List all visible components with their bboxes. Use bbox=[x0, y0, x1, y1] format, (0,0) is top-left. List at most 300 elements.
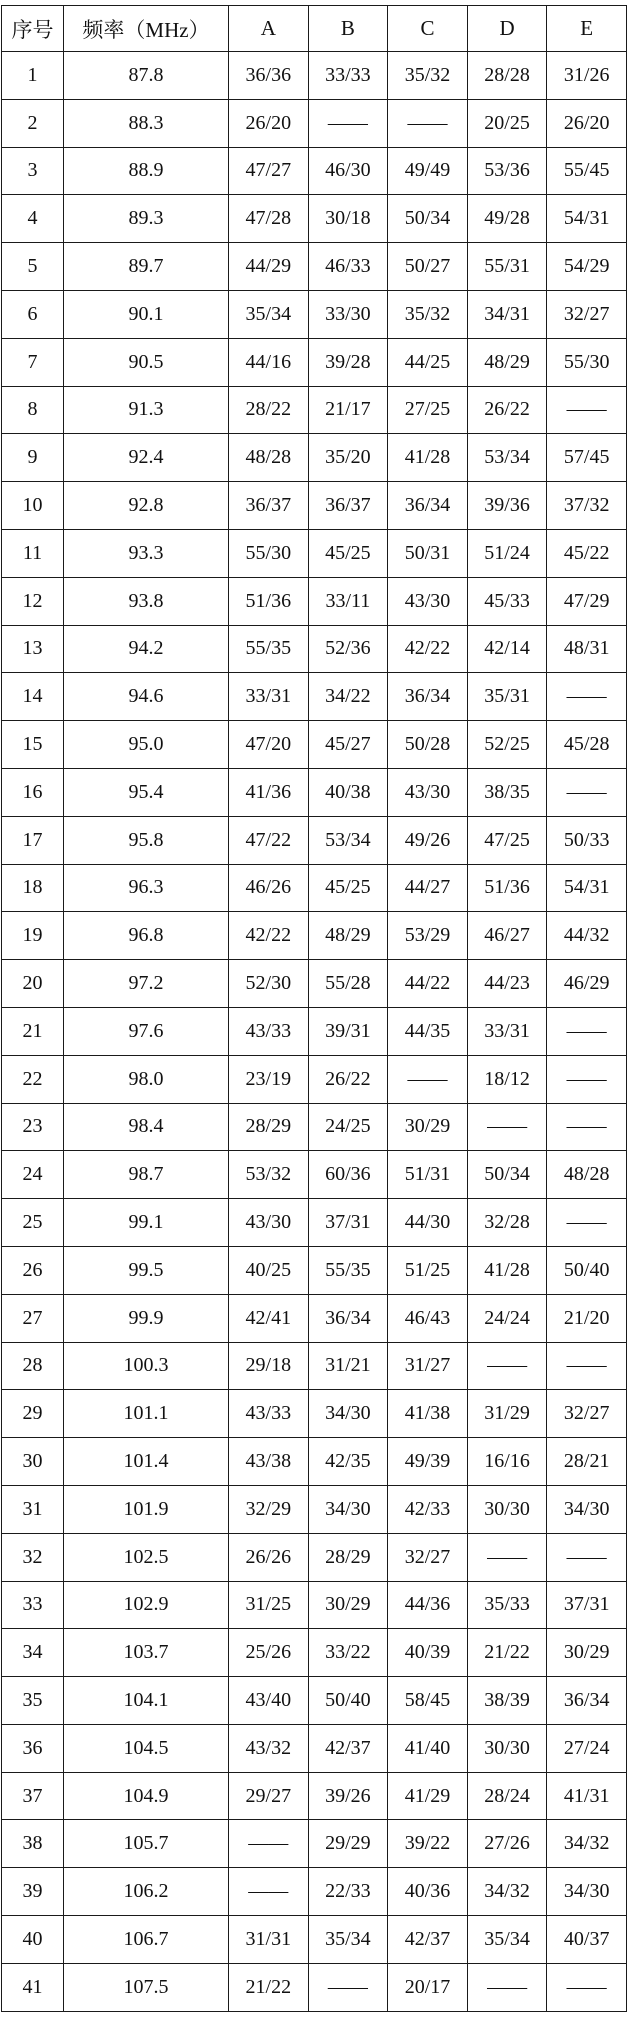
cell-site-e: 55/45 bbox=[547, 147, 627, 195]
header-serial-number: 序号 bbox=[2, 6, 64, 52]
cell-site-d: 28/28 bbox=[467, 52, 547, 100]
cell-serial-number: 29 bbox=[2, 1390, 64, 1438]
header-site-b: B bbox=[308, 6, 388, 52]
cell-serial-number: 33 bbox=[2, 1581, 64, 1629]
cell-site-c: 42/22 bbox=[388, 625, 468, 673]
cell-site-e: 31/26 bbox=[547, 52, 627, 100]
cell-site-d: 30/30 bbox=[467, 1485, 547, 1533]
cell-frequency: 96.3 bbox=[64, 864, 229, 912]
cell-site-c: 43/30 bbox=[388, 768, 468, 816]
cell-site-d: 45/33 bbox=[467, 577, 547, 625]
cell-site-b: 45/27 bbox=[308, 721, 388, 769]
cell-site-e: —— bbox=[547, 1103, 627, 1151]
cell-site-a: 26/20 bbox=[229, 99, 309, 147]
cell-serial-number: 38 bbox=[2, 1820, 64, 1868]
cell-serial-number: 16 bbox=[2, 768, 64, 816]
cell-site-e: 50/40 bbox=[547, 1246, 627, 1294]
cell-site-c: 51/31 bbox=[388, 1151, 468, 1199]
cell-site-b: 50/40 bbox=[308, 1677, 388, 1725]
cell-serial-number: 23 bbox=[2, 1103, 64, 1151]
cell-frequency: 101.4 bbox=[64, 1438, 229, 1486]
cell-site-b: 45/25 bbox=[308, 529, 388, 577]
table-row bbox=[2, 1724, 627, 1772]
cell-site-d: 31/29 bbox=[467, 1390, 547, 1438]
cell-serial-number: 6 bbox=[2, 290, 64, 338]
cell-frequency: 95.8 bbox=[64, 816, 229, 864]
table-row bbox=[2, 1820, 627, 1868]
cell-serial-number: 4 bbox=[2, 195, 64, 243]
cell-site-e: 54/29 bbox=[547, 243, 627, 291]
cell-site-a: 55/35 bbox=[229, 625, 309, 673]
cell-site-b: 55/28 bbox=[308, 960, 388, 1008]
cell-serial-number: 24 bbox=[2, 1151, 64, 1199]
cell-site-a: 43/40 bbox=[229, 1677, 309, 1725]
cell-site-a: 21/22 bbox=[229, 1963, 309, 2011]
cell-site-e: 55/30 bbox=[547, 338, 627, 386]
cell-site-d: 35/31 bbox=[467, 673, 547, 721]
cell-frequency: 99.5 bbox=[64, 1246, 229, 1294]
table-row bbox=[2, 1342, 627, 1390]
table-row bbox=[2, 195, 627, 243]
cell-site-b: 30/29 bbox=[308, 1581, 388, 1629]
cell-serial-number: 25 bbox=[2, 1199, 64, 1247]
cell-site-a: 47/20 bbox=[229, 721, 309, 769]
cell-site-e: —— bbox=[547, 768, 627, 816]
cell-site-e: 32/27 bbox=[547, 290, 627, 338]
cell-site-a: 43/30 bbox=[229, 1199, 309, 1247]
cell-site-e: 57/45 bbox=[547, 434, 627, 482]
cell-site-a: 42/41 bbox=[229, 1294, 309, 1342]
cell-site-b: 33/22 bbox=[308, 1629, 388, 1677]
cell-serial-number: 28 bbox=[2, 1342, 64, 1390]
cell-serial-number: 3 bbox=[2, 147, 64, 195]
table-row bbox=[2, 1772, 627, 1820]
cell-site-d: 35/34 bbox=[467, 1916, 547, 1964]
cell-site-b: 46/30 bbox=[308, 147, 388, 195]
table-row bbox=[2, 768, 627, 816]
cell-site-c: 31/27 bbox=[388, 1342, 468, 1390]
cell-site-b: 40/38 bbox=[308, 768, 388, 816]
cell-site-e: 50/33 bbox=[547, 816, 627, 864]
cell-frequency: 90.1 bbox=[64, 290, 229, 338]
cell-site-a: 35/34 bbox=[229, 290, 309, 338]
cell-site-a: 44/16 bbox=[229, 338, 309, 386]
cell-serial-number: 26 bbox=[2, 1246, 64, 1294]
cell-site-b: 22/33 bbox=[308, 1868, 388, 1916]
cell-site-e: 34/32 bbox=[547, 1820, 627, 1868]
table-row bbox=[2, 529, 627, 577]
cell-site-b: —— bbox=[308, 1963, 388, 2011]
cell-serial-number: 32 bbox=[2, 1533, 64, 1581]
cell-site-c: 53/29 bbox=[388, 912, 468, 960]
cell-frequency: 90.5 bbox=[64, 338, 229, 386]
cell-site-d: —— bbox=[467, 1103, 547, 1151]
cell-site-d: —— bbox=[467, 1533, 547, 1581]
cell-site-c: 36/34 bbox=[388, 482, 468, 530]
cell-serial-number: 12 bbox=[2, 577, 64, 625]
cell-site-e: —— bbox=[547, 1199, 627, 1247]
table-row bbox=[2, 1151, 627, 1199]
cell-serial-number: 21 bbox=[2, 1007, 64, 1055]
cell-site-d: 53/36 bbox=[467, 147, 547, 195]
cell-site-e: 36/34 bbox=[547, 1677, 627, 1725]
table-row bbox=[2, 673, 627, 721]
cell-frequency: 92.4 bbox=[64, 434, 229, 482]
cell-serial-number: 22 bbox=[2, 1055, 64, 1103]
table-row bbox=[2, 1438, 627, 1486]
cell-site-b: 24/25 bbox=[308, 1103, 388, 1151]
cell-site-a: 47/28 bbox=[229, 195, 309, 243]
table-row bbox=[2, 1390, 627, 1438]
cell-frequency: 98.7 bbox=[64, 1151, 229, 1199]
cell-serial-number: 2 bbox=[2, 99, 64, 147]
table-row bbox=[2, 1868, 627, 1916]
cell-site-b: 30/18 bbox=[308, 195, 388, 243]
cell-site-a: 28/29 bbox=[229, 1103, 309, 1151]
cell-site-e: 26/20 bbox=[547, 99, 627, 147]
cell-site-c: 41/29 bbox=[388, 1772, 468, 1820]
cell-site-b: 34/30 bbox=[308, 1390, 388, 1438]
cell-site-e: 41/31 bbox=[547, 1772, 627, 1820]
cell-frequency: 92.8 bbox=[64, 482, 229, 530]
cell-site-a: —— bbox=[229, 1820, 309, 1868]
cell-site-d: 49/28 bbox=[467, 195, 547, 243]
header-site-c: C bbox=[388, 6, 468, 52]
cell-site-b: 33/30 bbox=[308, 290, 388, 338]
cell-site-c: 36/34 bbox=[388, 673, 468, 721]
cell-site-b: 35/34 bbox=[308, 1916, 388, 1964]
table-row bbox=[2, 99, 627, 147]
cell-site-c: 40/39 bbox=[388, 1629, 468, 1677]
table-row bbox=[2, 1963, 627, 2011]
cell-site-c: 32/27 bbox=[388, 1533, 468, 1581]
cell-site-a: 31/31 bbox=[229, 1916, 309, 1964]
table-row bbox=[2, 1007, 627, 1055]
cell-frequency: 103.7 bbox=[64, 1629, 229, 1677]
cell-site-c: 50/27 bbox=[388, 243, 468, 291]
cell-site-d: 32/28 bbox=[467, 1199, 547, 1247]
cell-site-a: 28/22 bbox=[229, 386, 309, 434]
cell-site-a: 47/22 bbox=[229, 816, 309, 864]
cell-serial-number: 41 bbox=[2, 1963, 64, 2011]
cell-site-e: —— bbox=[547, 1533, 627, 1581]
cell-site-d: 44/23 bbox=[467, 960, 547, 1008]
cell-site-d: 20/25 bbox=[467, 99, 547, 147]
cell-frequency: 91.3 bbox=[64, 386, 229, 434]
cell-site-b: 42/35 bbox=[308, 1438, 388, 1486]
cell-site-d: 30/30 bbox=[467, 1724, 547, 1772]
cell-site-c: 41/28 bbox=[388, 434, 468, 482]
cell-site-d: 51/24 bbox=[467, 529, 547, 577]
table-row bbox=[2, 721, 627, 769]
cell-site-a: 33/31 bbox=[229, 673, 309, 721]
table-row bbox=[2, 1916, 627, 1964]
table-row bbox=[2, 434, 627, 482]
table-row bbox=[2, 625, 627, 673]
cell-site-c: 39/22 bbox=[388, 1820, 468, 1868]
cell-frequency: 101.1 bbox=[64, 1390, 229, 1438]
cell-site-a: 29/27 bbox=[229, 1772, 309, 1820]
cell-frequency: 102.9 bbox=[64, 1581, 229, 1629]
cell-site-b: 53/34 bbox=[308, 816, 388, 864]
cell-site-c: 44/30 bbox=[388, 1199, 468, 1247]
cell-frequency: 98.0 bbox=[64, 1055, 229, 1103]
table-row bbox=[2, 912, 627, 960]
cell-site-b: 37/31 bbox=[308, 1199, 388, 1247]
cell-site-a: 40/25 bbox=[229, 1246, 309, 1294]
cell-site-c: 44/22 bbox=[388, 960, 468, 1008]
header-row bbox=[2, 6, 627, 52]
cell-site-a: 36/36 bbox=[229, 52, 309, 100]
table-body bbox=[2, 52, 627, 2012]
cell-site-a: 51/36 bbox=[229, 577, 309, 625]
cell-site-d: 28/24 bbox=[467, 1772, 547, 1820]
cell-site-c: 49/39 bbox=[388, 1438, 468, 1486]
cell-site-a: 41/36 bbox=[229, 768, 309, 816]
table-row bbox=[2, 1103, 627, 1151]
header-site-e: E bbox=[547, 6, 627, 52]
cell-site-e: 47/29 bbox=[547, 577, 627, 625]
cell-frequency: 99.1 bbox=[64, 1199, 229, 1247]
cell-site-a: 43/32 bbox=[229, 1724, 309, 1772]
cell-site-d: 42/14 bbox=[467, 625, 547, 673]
cell-site-c: 50/31 bbox=[388, 529, 468, 577]
cell-site-a: 29/18 bbox=[229, 1342, 309, 1390]
table-row bbox=[2, 1581, 627, 1629]
cell-site-e: 45/28 bbox=[547, 721, 627, 769]
cell-frequency: 105.7 bbox=[64, 1820, 229, 1868]
table-row bbox=[2, 816, 627, 864]
header-frequency: 频率（MHz） bbox=[64, 6, 229, 52]
cell-site-d: —— bbox=[467, 1342, 547, 1390]
cell-site-a: 52/30 bbox=[229, 960, 309, 1008]
cell-serial-number: 36 bbox=[2, 1724, 64, 1772]
cell-site-e: 27/24 bbox=[547, 1724, 627, 1772]
cell-site-d: 16/16 bbox=[467, 1438, 547, 1486]
cell-site-b: —— bbox=[308, 99, 388, 147]
table-row bbox=[2, 1629, 627, 1677]
cell-site-c: 51/25 bbox=[388, 1246, 468, 1294]
cell-site-b: 36/37 bbox=[308, 482, 388, 530]
cell-site-a: 36/37 bbox=[229, 482, 309, 530]
cell-site-b: 36/34 bbox=[308, 1294, 388, 1342]
cell-serial-number: 1 bbox=[2, 52, 64, 100]
cell-site-e: 54/31 bbox=[547, 864, 627, 912]
cell-site-a: 25/26 bbox=[229, 1629, 309, 1677]
cell-site-b: 33/11 bbox=[308, 577, 388, 625]
cell-serial-number: 17 bbox=[2, 816, 64, 864]
cell-site-d: 26/22 bbox=[467, 386, 547, 434]
cell-site-a: 26/26 bbox=[229, 1533, 309, 1581]
cell-site-c: 30/29 bbox=[388, 1103, 468, 1151]
table-row bbox=[2, 386, 627, 434]
cell-site-b: 55/35 bbox=[308, 1246, 388, 1294]
table-row bbox=[2, 1246, 627, 1294]
cell-site-e: 45/22 bbox=[547, 529, 627, 577]
cell-serial-number: 8 bbox=[2, 386, 64, 434]
cell-site-c: 20/17 bbox=[388, 1963, 468, 2011]
cell-site-d: 34/31 bbox=[467, 290, 547, 338]
cell-site-d: 35/33 bbox=[467, 1581, 547, 1629]
cell-site-c: 49/49 bbox=[388, 147, 468, 195]
cell-site-c: 40/36 bbox=[388, 1868, 468, 1916]
table-row bbox=[2, 1294, 627, 1342]
cell-site-d: 18/12 bbox=[467, 1055, 547, 1103]
cell-site-b: 46/33 bbox=[308, 243, 388, 291]
cell-site-d: 33/31 bbox=[467, 1007, 547, 1055]
cell-site-d: 38/39 bbox=[467, 1677, 547, 1725]
cell-serial-number: 34 bbox=[2, 1629, 64, 1677]
cell-site-e: 46/29 bbox=[547, 960, 627, 1008]
cell-frequency: 104.1 bbox=[64, 1677, 229, 1725]
cell-site-e: 44/32 bbox=[547, 912, 627, 960]
cell-site-e: 54/31 bbox=[547, 195, 627, 243]
cell-site-d: —— bbox=[467, 1963, 547, 2011]
cell-site-b: 26/22 bbox=[308, 1055, 388, 1103]
cell-site-c: 50/34 bbox=[388, 195, 468, 243]
cell-site-c: —— bbox=[388, 1055, 468, 1103]
cell-site-c: 35/32 bbox=[388, 290, 468, 338]
cell-site-d: 34/32 bbox=[467, 1868, 547, 1916]
cell-serial-number: 35 bbox=[2, 1677, 64, 1725]
cell-serial-number: 40 bbox=[2, 1916, 64, 1964]
cell-site-d: 21/22 bbox=[467, 1629, 547, 1677]
cell-serial-number: 30 bbox=[2, 1438, 64, 1486]
cell-frequency: 88.3 bbox=[64, 99, 229, 147]
cell-site-a: 42/22 bbox=[229, 912, 309, 960]
cell-site-a: 43/33 bbox=[229, 1390, 309, 1438]
cell-site-c: 41/38 bbox=[388, 1390, 468, 1438]
cell-frequency: 95.4 bbox=[64, 768, 229, 816]
cell-frequency: 89.7 bbox=[64, 243, 229, 291]
cell-serial-number: 13 bbox=[2, 625, 64, 673]
cell-site-c: 42/33 bbox=[388, 1485, 468, 1533]
cell-site-e: 34/30 bbox=[547, 1485, 627, 1533]
table-row bbox=[2, 243, 627, 291]
cell-site-a: 43/33 bbox=[229, 1007, 309, 1055]
cell-site-b: 45/25 bbox=[308, 864, 388, 912]
cell-site-d: 53/34 bbox=[467, 434, 547, 482]
cell-site-e: 30/29 bbox=[547, 1629, 627, 1677]
cell-site-b: 39/28 bbox=[308, 338, 388, 386]
table-row bbox=[2, 1677, 627, 1725]
cell-site-d: 52/25 bbox=[467, 721, 547, 769]
header-site-d: D bbox=[467, 6, 547, 52]
cell-serial-number: 7 bbox=[2, 338, 64, 386]
cell-frequency: 97.2 bbox=[64, 960, 229, 1008]
cell-site-c: 44/27 bbox=[388, 864, 468, 912]
cell-frequency: 95.0 bbox=[64, 721, 229, 769]
cell-serial-number: 39 bbox=[2, 1868, 64, 1916]
cell-site-c: 46/43 bbox=[388, 1294, 468, 1342]
cell-site-c: 49/26 bbox=[388, 816, 468, 864]
cell-serial-number: 18 bbox=[2, 864, 64, 912]
cell-site-a: 47/27 bbox=[229, 147, 309, 195]
cell-site-d: 27/26 bbox=[467, 1820, 547, 1868]
cell-site-e: 40/37 bbox=[547, 1916, 627, 1964]
cell-frequency: 96.8 bbox=[64, 912, 229, 960]
cell-frequency: 94.6 bbox=[64, 673, 229, 721]
cell-site-b: 29/29 bbox=[308, 1820, 388, 1868]
header-site-a: A bbox=[229, 6, 309, 52]
cell-site-b: 35/20 bbox=[308, 434, 388, 482]
cell-serial-number: 10 bbox=[2, 482, 64, 530]
cell-serial-number: 5 bbox=[2, 243, 64, 291]
table-row bbox=[2, 864, 627, 912]
cell-frequency: 94.2 bbox=[64, 625, 229, 673]
cell-site-d: 48/29 bbox=[467, 338, 547, 386]
table-row bbox=[2, 577, 627, 625]
table-row bbox=[2, 338, 627, 386]
cell-frequency: 104.9 bbox=[64, 1772, 229, 1820]
cell-site-b: 39/26 bbox=[308, 1772, 388, 1820]
cell-frequency: 107.5 bbox=[64, 1963, 229, 2011]
table-row bbox=[2, 147, 627, 195]
cell-site-c: 50/28 bbox=[388, 721, 468, 769]
cell-site-e: —— bbox=[547, 673, 627, 721]
cell-site-a: 23/19 bbox=[229, 1055, 309, 1103]
cell-frequency: 97.6 bbox=[64, 1007, 229, 1055]
cell-site-a: 31/25 bbox=[229, 1581, 309, 1629]
cell-serial-number: 15 bbox=[2, 721, 64, 769]
cell-site-e: —— bbox=[547, 1007, 627, 1055]
cell-site-b: 33/33 bbox=[308, 52, 388, 100]
cell-site-a: 48/28 bbox=[229, 434, 309, 482]
cell-serial-number: 14 bbox=[2, 673, 64, 721]
cell-serial-number: 9 bbox=[2, 434, 64, 482]
table-row bbox=[2, 1485, 627, 1533]
cell-site-d: 47/25 bbox=[467, 816, 547, 864]
cell-site-c: 27/25 bbox=[388, 386, 468, 434]
cell-site-e: 21/20 bbox=[547, 1294, 627, 1342]
cell-site-b: 31/21 bbox=[308, 1342, 388, 1390]
cell-site-a: —— bbox=[229, 1868, 309, 1916]
cell-site-d: 46/27 bbox=[467, 912, 547, 960]
cell-site-c: 44/25 bbox=[388, 338, 468, 386]
cell-site-e: 37/32 bbox=[547, 482, 627, 530]
cell-site-a: 55/30 bbox=[229, 529, 309, 577]
cell-site-e: 48/28 bbox=[547, 1151, 627, 1199]
table-row bbox=[2, 52, 627, 100]
cell-site-b: 34/22 bbox=[308, 673, 388, 721]
cell-frequency: 102.5 bbox=[64, 1533, 229, 1581]
cell-site-e: —— bbox=[547, 386, 627, 434]
cell-serial-number: 20 bbox=[2, 960, 64, 1008]
cell-site-b: 60/36 bbox=[308, 1151, 388, 1199]
cell-frequency: 100.3 bbox=[64, 1342, 229, 1390]
table-row bbox=[2, 290, 627, 338]
cell-site-b: 48/29 bbox=[308, 912, 388, 960]
cell-site-e: 34/30 bbox=[547, 1868, 627, 1916]
cell-site-c: 44/36 bbox=[388, 1581, 468, 1629]
cell-site-a: 43/38 bbox=[229, 1438, 309, 1486]
cell-serial-number: 11 bbox=[2, 529, 64, 577]
cell-site-c: 43/30 bbox=[388, 577, 468, 625]
cell-site-c: —— bbox=[388, 99, 468, 147]
cell-site-b: 42/37 bbox=[308, 1724, 388, 1772]
cell-site-c: 35/32 bbox=[388, 52, 468, 100]
cell-site-a: 44/29 bbox=[229, 243, 309, 291]
cell-site-e: 28/21 bbox=[547, 1438, 627, 1486]
cell-frequency: 88.9 bbox=[64, 147, 229, 195]
cell-frequency: 106.2 bbox=[64, 1868, 229, 1916]
cell-frequency: 89.3 bbox=[64, 195, 229, 243]
table-row bbox=[2, 1199, 627, 1247]
cell-site-b: 34/30 bbox=[308, 1485, 388, 1533]
cell-frequency: 99.9 bbox=[64, 1294, 229, 1342]
cell-frequency: 87.8 bbox=[64, 52, 229, 100]
cell-site-e: —— bbox=[547, 1055, 627, 1103]
